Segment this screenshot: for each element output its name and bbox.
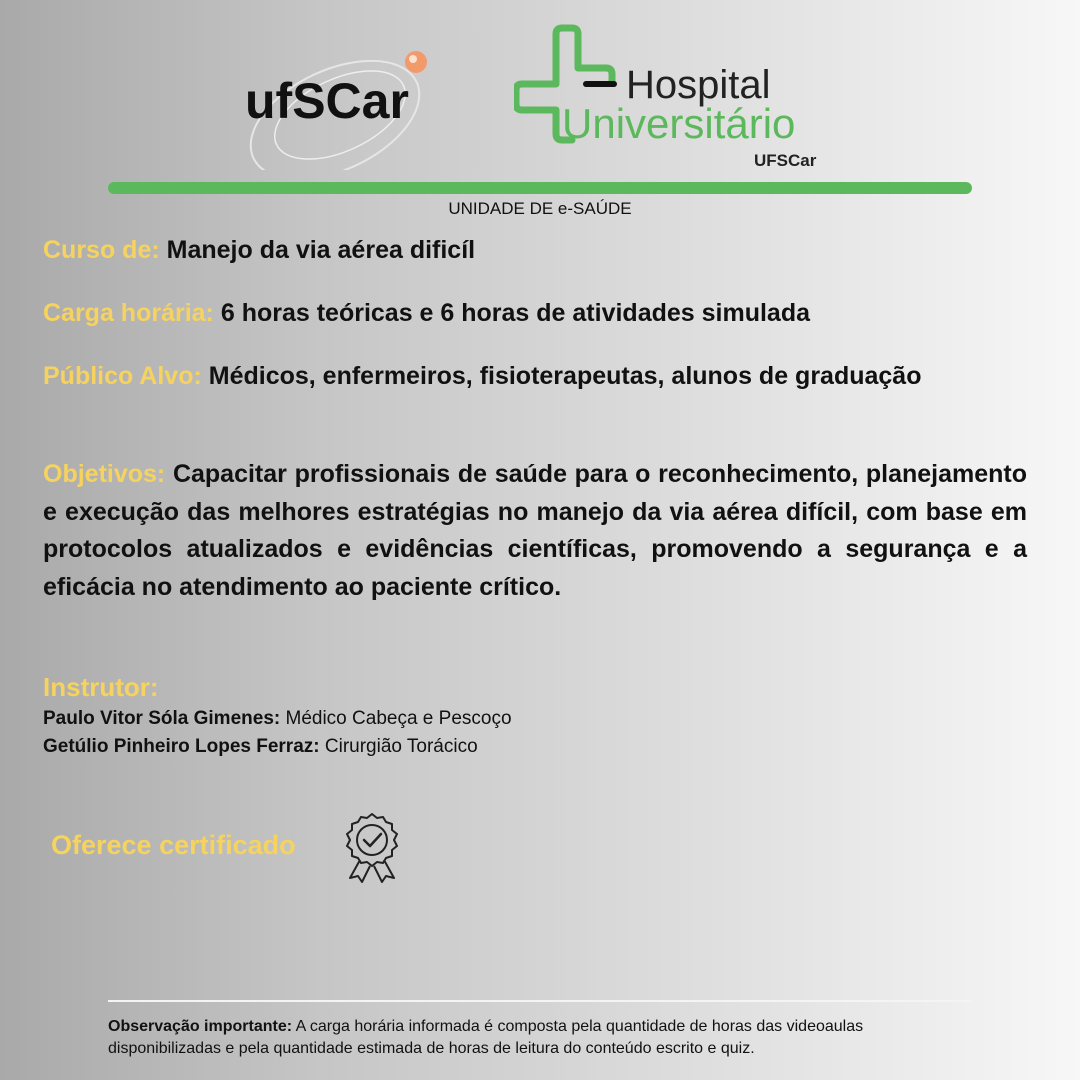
footer-note: [108, 1016, 978, 1060]
objectives-text: Capacitar profissionais de saúde para o reconhecimento, planejamento e execução das melhores estratégias no manejo da via aérea difícil, com base em protocolos atualizados e evidências científicas, promovendo a segurança e a eficácia no atendimento ao paciente crítico.: [43, 460, 1028, 601]
certificate-badge-icon: [344, 812, 400, 884]
course-label: Curso de:: [43, 236, 160, 264]
universitario-word: Universitário: [562, 100, 796, 147]
ufscar-logo-text: ufSCar: [245, 73, 409, 129]
certificate-label: Oferece certificado: [51, 830, 296, 860]
instructor-role: Médico Cabeça e Pescoço: [285, 708, 512, 729]
footer-divider: [108, 1000, 972, 1002]
workload-label: Carga horária:: [43, 299, 214, 327]
audience-row: [43, 362, 921, 391]
instructor-name: Paulo Vitor Sóla Gimenes:: [43, 708, 281, 729]
workload-value: 6 horas teóricas e 6 horas de atividades simulada: [220, 299, 810, 327]
hospital-universitario-logo: [514, 24, 844, 174]
objectives-label: Objetivos:: [43, 460, 166, 488]
footer-note-label: Observação importante:: [108, 1018, 293, 1035]
instructor-item: [43, 736, 478, 758]
workload-row: [43, 299, 810, 328]
course-row: [43, 236, 475, 265]
ufscar-logo: [240, 30, 450, 170]
header-green-bar: [108, 182, 972, 194]
hospital-ufscar-word: UFSCar: [754, 151, 817, 170]
instructor-role: Cirurgião Torácico: [324, 736, 478, 757]
unit-label: UNIDADE DE e-SAÚDE: [448, 199, 632, 218]
hospital-word: Hospital: [626, 63, 771, 107]
objectives-paragraph: [43, 456, 1027, 606]
instructor-title: Instrutor:: [43, 672, 159, 702]
instructor-name: Getúlio Pinheiro Lopes Ferraz:: [43, 736, 320, 757]
audience-label: Público Alvo:: [43, 362, 202, 390]
instructor-item: [43, 708, 512, 730]
footer-note-text: A carga horária informada é composta pela quantidade de horas das videoaulas disponibilizadas e pela quantidade estimada de horas de leitura do conteúdo escrito e quiz.: [108, 1018, 864, 1057]
audience-value: Médicos, enfermeiros, fisioterapeutas, alunos de graduação: [208, 362, 922, 390]
logo-divider: [476, 26, 478, 168]
course-value: Manejo da via aérea dificíl: [166, 236, 476, 264]
